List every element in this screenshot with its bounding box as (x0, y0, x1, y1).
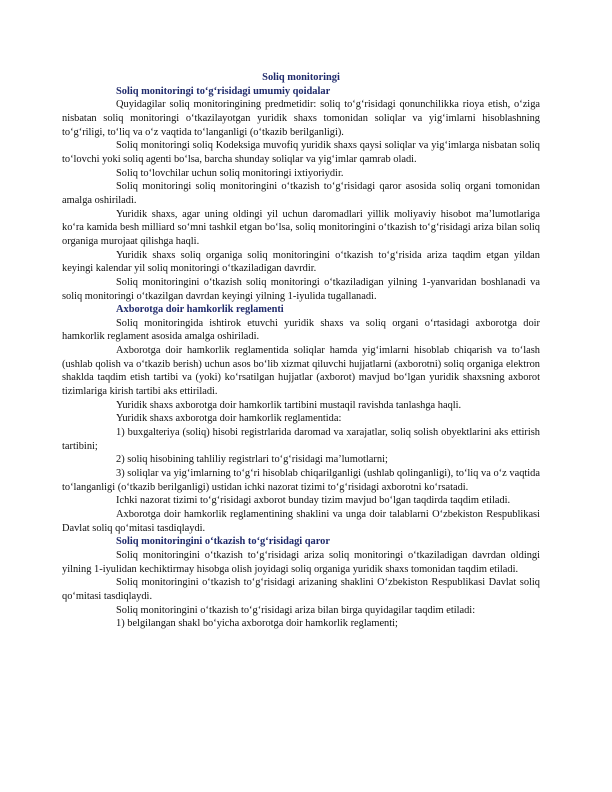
paragraph: 1) buxgalteriya (soliq) hisobi registrlarida daromad va xarajatlar, soliq solish obyektlarini aks ettirish tartibini; (62, 427, 540, 452)
paragraph: Yuridik shaxs, agar uning oldingi yil uchun daromadlari yillik moliyaviy hisobot ma’lumotlariga ko‘ra kamida besh milliard so‘mni tashkil etgan bo‘lsa, soliq monitoringini o‘tkazish to‘g‘risidagi ariza bilan soliq organiga murojaat qilishga haqli. (62, 208, 540, 247)
paragraph: Yuridik shaxs soliq organiga soliq monitoringini o‘tkazish to‘g‘risida ariza taqdim etgan yildan keyingi kalendar yil soliq monitoringi o‘tkaziladigan davrdir. (62, 249, 540, 275)
paragraph: 2) soliq hisobining tahliliy registrlari to‘g‘risidagi ma’lumotlarni; (116, 454, 388, 466)
paragraph: Soliq to‘lovchilar uchun soliq monitoringi ixtiyoriydir. (116, 167, 344, 179)
section-heading: Soliq monitoringi to‘g‘risidagi umumiy qoidalar (116, 85, 331, 97)
section-heading: Soliq monitoringini o‘tkazish to‘g‘risidagi qaror (116, 536, 330, 548)
document-body (62, 85, 540, 631)
paragraph: Soliq monitoringida ishtirok etuvchi yuridik shaxs va soliq organi o‘rtasidagi axborotga doir hamkorlik reglament asosida amalga oshiriladi. (62, 317, 540, 343)
paragraph: Soliq monitoringini o‘tkazish to‘g‘risidagi arizaning shaklini O‘zbekiston Respublikasi Davlat soliq qo‘mitasi tasdiqlaydi. (62, 577, 540, 602)
paragraph: Quyidagilar soliq monitoringining predmetidir: soliq to‘g‘risidagi qonunchilikka rioya etish, o‘ziga nisbatan soliq monitoringi o‘tkazilayotgan yuridik shaxs tomonidan soliqlar va yig‘imlarni hisoblashning to‘g‘riligi, to‘liq va o‘z vaqtida to‘langanligi (o‘tkazib berilganligi). (62, 99, 540, 138)
section-heading: Axborotga doir hamkorlik reglamenti (116, 304, 284, 316)
document-page (62, 71, 540, 631)
paragraph: Soliq monitoringini o‘tkazish soliq monitoringi o‘tkaziladigan yilning 1-yanvaridan boshlanadi va soliq monitoringi o‘tkazilgan davrdan keyingi yilning 1-iyulida tugallanadi. (62, 276, 540, 302)
paragraph: Axborotga doir hamkorlik reglamentining shaklini va unga doir talablarni O‘zbekiston Respublikasi Davlat soliq qo‘mitasi tasdiqlaydi. (62, 509, 540, 534)
paragraph: Axborotga doir hamkorlik reglamentida soliqlar hamda yig‘imlarni hisoblab chiqarish va to‘lash (ushlab qolish va o‘tkazib berish) uchun asos bo‘lib xizmat qiluvchi hujjatlarni (axborotni) soliq organiga elektron shaklda taqdim etish tartibi va (yoki) ko‘rsatilgan hujjatlar (axborot) mavjud bo‘lgan yuridik shaxsning axborot tizimlariga kirish tartibi aks ettiriladi. (62, 345, 540, 398)
paragraph: Soliq monitoringini o‘tkazish to‘g‘risidagi ariza soliq monitoringi o‘tkaziladigan davrdan oldingi yilning 1-iyulidan kechiktirmay hisobga olish joyidagi soliq organiga yuridik shaxs tomonidan taqdim etiladi. (62, 549, 540, 575)
paragraph: Ichki nazorat tizimi to‘g‘risidagi axborot bunday tizim mavjud bo‘lgan taqdirda taqdim etiladi. (116, 495, 511, 507)
paragraph: Soliq monitoringi soliq Kodeksiga muvofiq yuridik shaxs qaysi soliqlar va yig‘imlarga nisbatan soliq to‘lovchi yoki soliq agenti bo‘lsa, barcha shunday soliqlar va yig‘imlar qamrab oladi. (62, 140, 540, 165)
document-title: Soliq monitoringi (262, 72, 340, 83)
paragraph: Soliq monitoringi soliq monitoringini o‘tkazish to‘g‘risidagi qaror asosida soliq organi tomonidan amalga oshiriladi. (62, 181, 540, 206)
paragraph: Yuridik shaxs axborotga doir hamkorlik tartibini mustaqil ravishda tanlashga haqli. (116, 399, 462, 411)
paragraph: 3) soliqlar va yig‘imlarning to‘g‘ri hisoblab chiqarilganligi (ushlab qolinganligi), to‘liq va o‘z vaqtida to‘langanligi (o‘tkazib berilganligi) ustidan ichki nazorat tizimi to‘g‘risidagi axborotni ko‘rsatadi. (62, 468, 540, 493)
paragraph: Yuridik shaxs axborotga doir hamkorlik reglamentida: (116, 413, 342, 425)
paragraph: Soliq monitoringini o‘tkazish to‘g‘risidagi ariza bilan birga quyidagilar taqdim etiladi: (116, 604, 476, 616)
paragraph: 1) belgilangan shakl bo‘yicha axborotga doir hamkorlik reglamenti; (116, 618, 398, 630)
